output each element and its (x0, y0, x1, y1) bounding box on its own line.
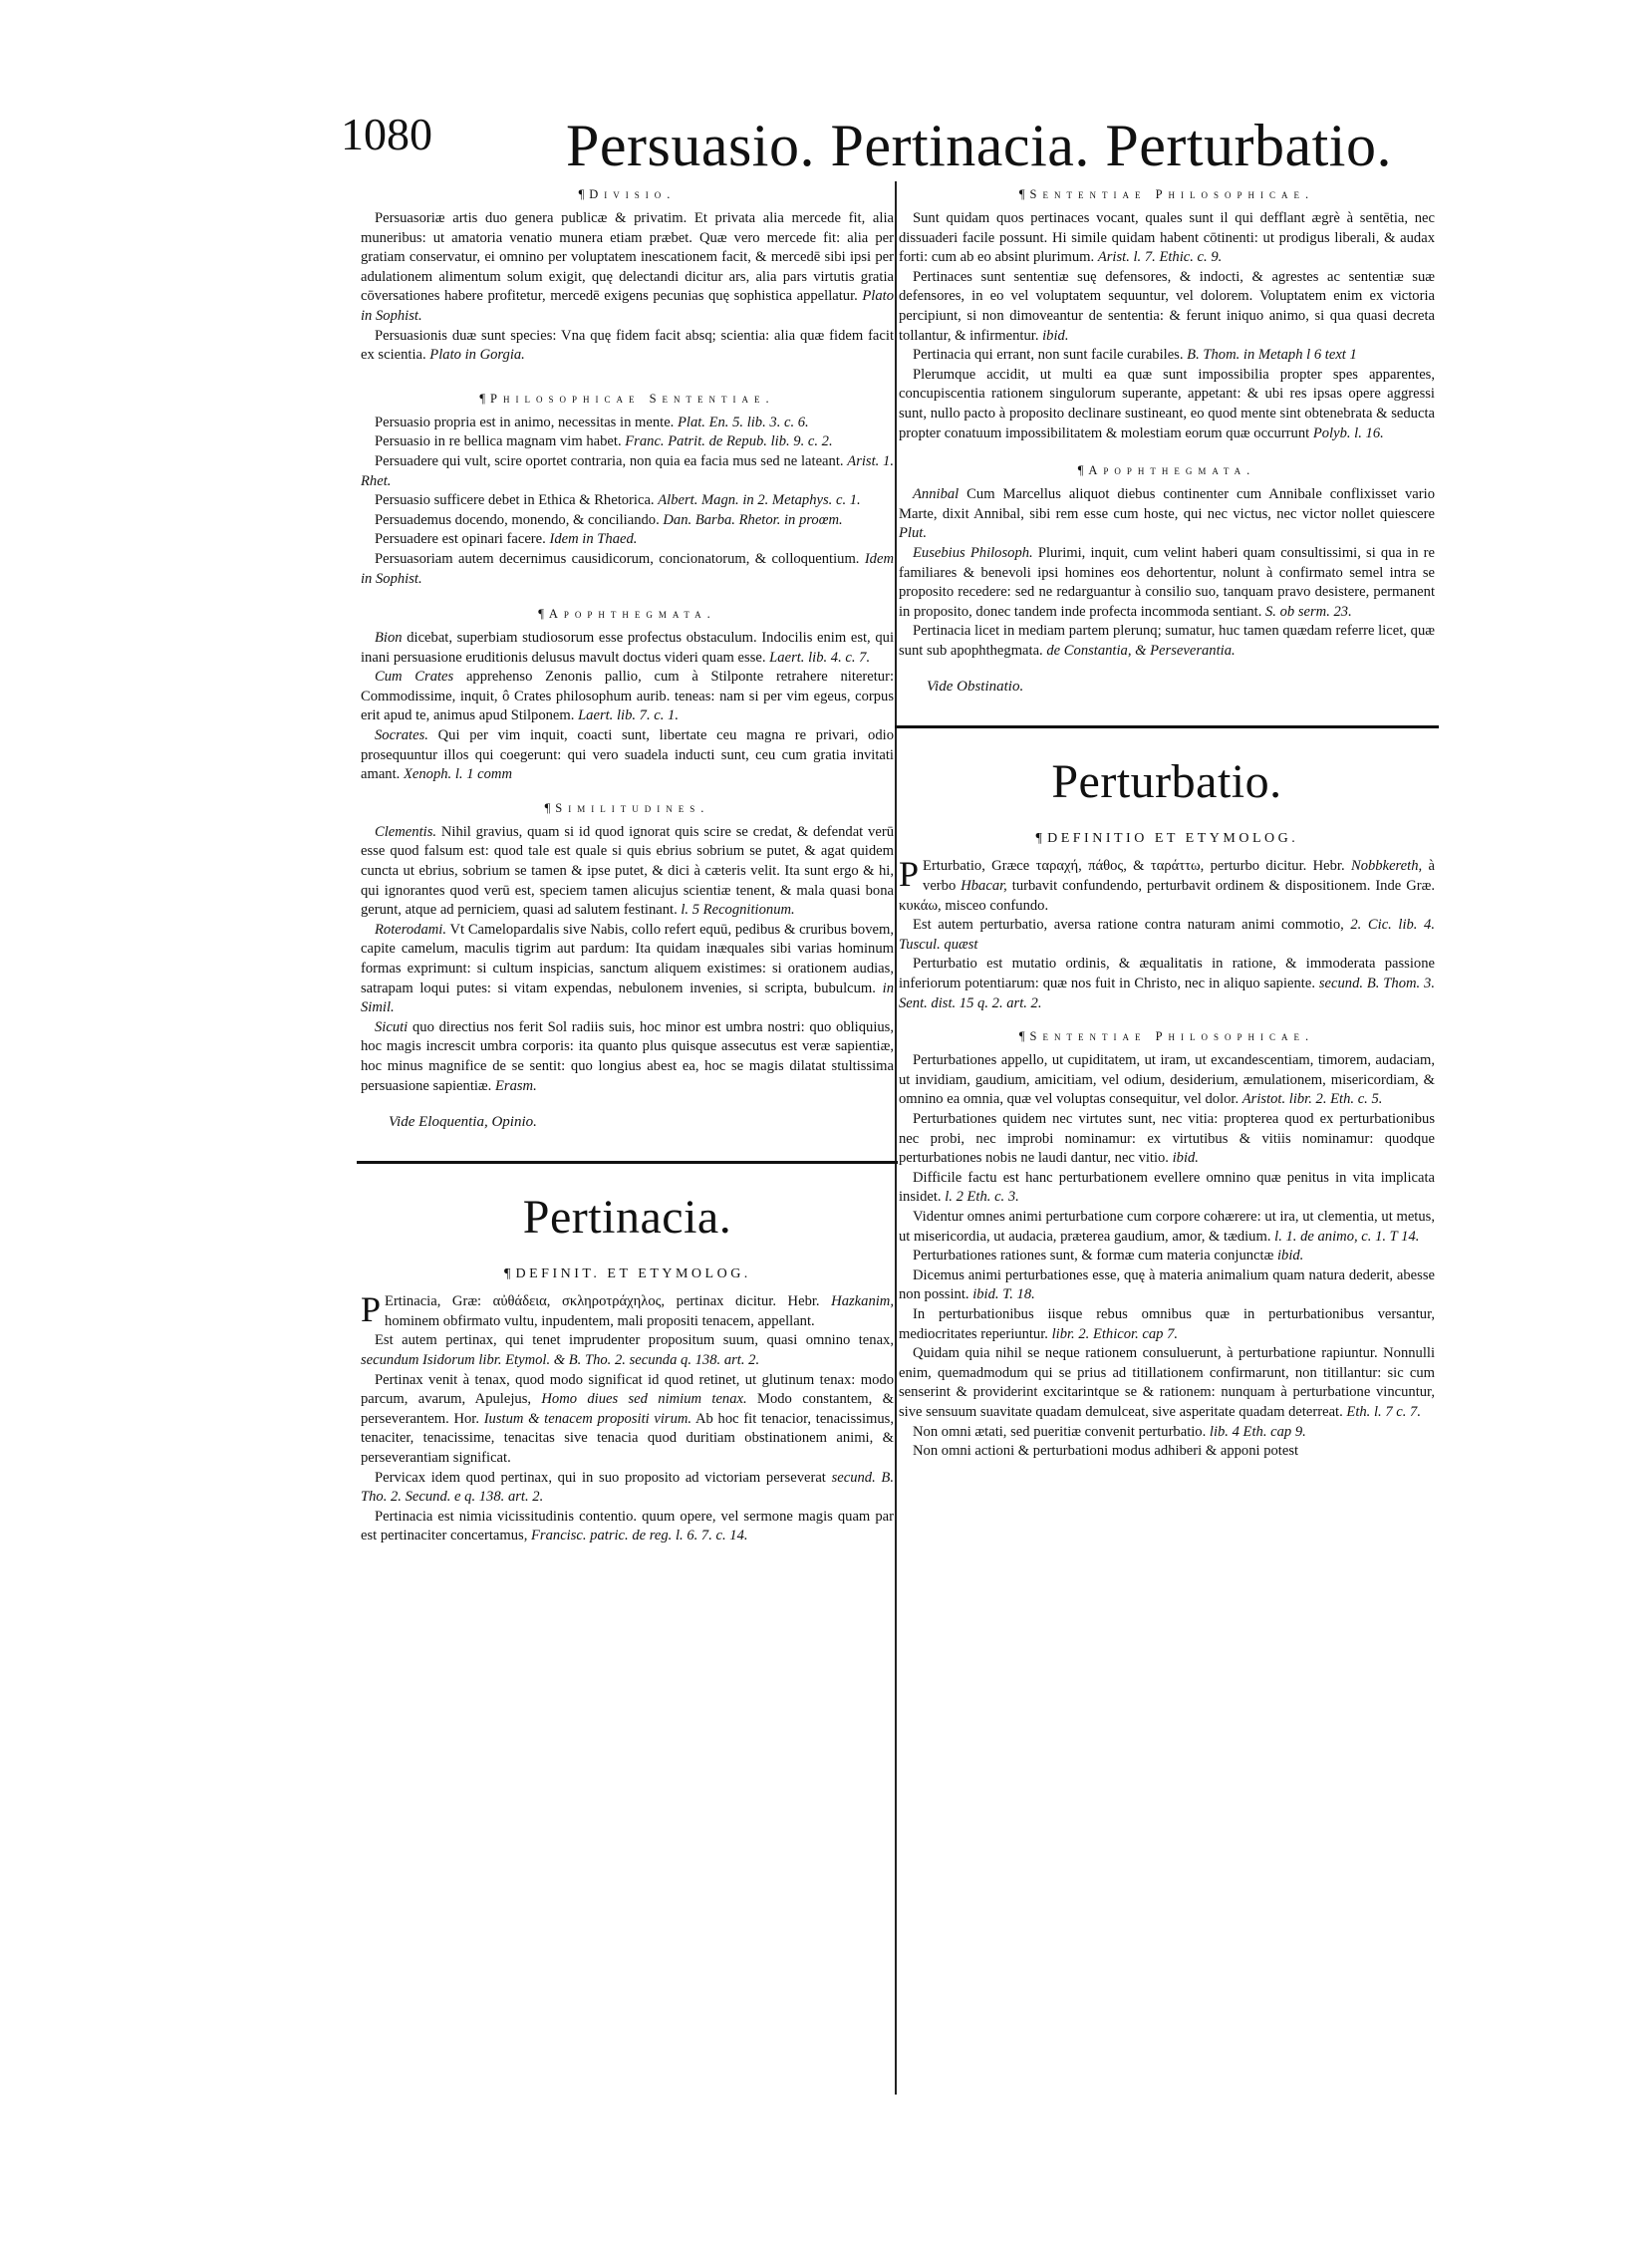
paragraph-text: Non omni actioni & perturbationi modus adhiberi & apponi potest (913, 1443, 1299, 1460)
paragraph-text: Pervicax idem quod pertinax, qui in suo proposito ad victoriam perseverat (375, 1469, 832, 1486)
paragraph (899, 1266, 1435, 1305)
paragraph-text: Erturbatio, Græce ταραχή, πάθος, & ταράττω, perturbo dicitur. Hebr. (923, 858, 1351, 875)
paragraph-text: Ab hoc fit tenacior, tenacissimus, tenaciter, tenacissime, tenacitas sive tenacia quod duritiam obstinationem animi, & perseverantiam significat. (361, 1410, 894, 1466)
section-heading-text: Sententiae Philosophicae. (1029, 187, 1315, 201)
paragraph (361, 1371, 894, 1469)
paragraph-text: Dicemus animi perturbationes esse, quę à materia animalium quam natura dederit, abesse non possint. (899, 1266, 1435, 1303)
lead-name: Hazkanim, (831, 1293, 894, 1310)
lead-name: Nobbkereth, (1350, 858, 1423, 875)
paragraph (361, 209, 894, 327)
pilcrow-icon: ¶ (538, 607, 544, 622)
section-heading (899, 831, 1435, 847)
paragraph (899, 1305, 1435, 1344)
paragraph (899, 209, 1435, 268)
paragraph-text: Persuasionis duæ sunt species: Vna quę fidem facit absq; scientia: alia quæ fidem facit ex scientia. (361, 327, 894, 364)
citation: Laert. lib. 4. c. 7. (769, 649, 871, 666)
section-heading (899, 187, 1435, 202)
lead-name: Sicuti (375, 1018, 409, 1035)
spacer (899, 1013, 1435, 1023)
paragraph-text: Est autem pertinax, qui tenet imprudenter propositum suum, quasi omnino tenax, (375, 1332, 894, 1349)
paragraph (361, 530, 894, 550)
citation: Homo diues sed nimium tenax. (541, 1391, 747, 1408)
citation: l. 2 Eth. c. 3. (945, 1189, 1019, 1206)
paragraph (361, 452, 894, 491)
paragraph (361, 432, 894, 452)
paragraph (899, 544, 1435, 622)
paragraph-text: Perturbationes quidem nec virtutes sunt, nec vitia: propterea quod ex perturbationibus nec probi, nec improbi nominamur: ex virtutibus & vitiis nominamur: quodque perturbationes nobis ne laudi dantur, nec vitio. (899, 1111, 1435, 1167)
paragraph-text: apprehenso Zenonis pallio, cum à Stilponte retrahere niteretur: Commodissime, inquit, ô Crates philosophum aurib. teneas: nam si per vim egeus, corpus erit apud te, animus apud Stilponem. (361, 669, 894, 724)
section-heading (361, 187, 894, 202)
page-number: 1080 (341, 109, 432, 159)
section-heading (361, 801, 894, 816)
paragraph (899, 268, 1435, 346)
spacer (361, 785, 894, 795)
citation: 2. Cic. lib. 4. Tuscul. quæst (899, 917, 1435, 953)
paragraph (899, 1110, 1435, 1169)
paragraph-text: Persuasoriam autem decernimus causidicorum, concionatorum, & colloquentium. (375, 550, 865, 567)
spacer (361, 589, 894, 601)
citation: Xenoph. l. 1 comm (403, 766, 512, 783)
citation: lib. 4 Eth. cap 9. (1209, 1423, 1306, 1440)
drop-initial: P (361, 1289, 382, 1330)
paragraph-text: Pertinacia qui errant, non sunt facile curabiles. (913, 347, 1188, 364)
column-rule (895, 181, 897, 2095)
paragraph (361, 668, 894, 726)
section-heading (899, 463, 1435, 478)
citation: l. 1. de animo, c. 1. T 14. (1274, 1228, 1420, 1245)
section-heading-text: Similitudines. (555, 800, 710, 815)
paragraph-text: Nihil gravius, quam si id quod ignorat quis scire se credat, & defendat verū esse quod falsum est: quod tale est quale si quis ebrius sobrium se putet, & agat quidem cuncta ut ebrius, sobrium se tamen & ipse putet, & dici à cæteris velit. Ita sunt ergo & hi, qui ignorantes quod verū est, speciem tamen alicujus scientiæ tenent, & mala quasi bona gerunt, atque ad perniciem, quasi ad salutem festinant. (361, 823, 894, 919)
paragraph-text: à verbo (923, 858, 1435, 895)
citation: secund. B. Tho. 2. Secund. e q. 138. art. 2. (361, 1469, 894, 1506)
paragraph (361, 1018, 894, 1096)
citation: ibid. (1172, 1150, 1199, 1167)
paragraph (361, 823, 894, 921)
spacer (361, 366, 894, 386)
paragraph-text: Persuasio in re bellica magnam vim habet. (375, 433, 626, 450)
citation: Arist. l. 7. Ethic. c. 9. (1097, 249, 1223, 266)
section-heading-text: Philosophicae Sententiae. (490, 391, 775, 406)
paragraph (361, 921, 894, 1018)
section-heading-text: Apophthegmata. (548, 607, 716, 622)
citation: Plat. En. 5. lib. 3. c. 6. (677, 414, 809, 430)
paragraph (899, 346, 1435, 366)
paragraph (361, 550, 894, 589)
citation: de Constantia, & Perseverantia. (1046, 642, 1236, 659)
vide-reference: Vide Eloquentia, Opinio. (389, 1114, 537, 1131)
paragraph (899, 1169, 1435, 1208)
paragraph-text: Videntur omnes animi perturbatione cum corpore cohærere: ut ira, ut clementia, ut metus, ut misericordia, ut audacia, præterea gaudium, amor, & tædium. (899, 1208, 1435, 1245)
paragraph-text: hominem obfirmato vultu, inpudentem, mali propositi tenacem, appellant. (385, 1312, 815, 1329)
paragraph (899, 854, 1435, 916)
citation: Laert. lib. 7. c. 1. (578, 707, 680, 724)
drop-initial: P (899, 854, 920, 895)
citation: Polyb. l. 16. (1312, 424, 1384, 441)
paragraph (899, 1423, 1435, 1443)
section-heading (361, 392, 894, 407)
citation: Idem in Thaed. (549, 531, 638, 548)
paragraph-text: Qui per vim inquit, coacti sunt, libertate ceu magna re privari, odio prosequuntur illos qui coegerunt: qui vero suadela inducti sunt, ceu cum gratia invitati amant. (361, 727, 894, 783)
paragraph (899, 485, 1435, 544)
left-column (361, 181, 894, 1546)
paragraph (899, 955, 1435, 1013)
citation: in Simil. (361, 980, 894, 1016)
paragraph-text: Perturbationes rationes sunt, & formæ cum materia conjunctæ (913, 1248, 1277, 1264)
citation: Eth. l. 7 c. 7. (1346, 1403, 1421, 1420)
paragraph-text: Plurimi, inquit, cum velint haberi quam consultissimi, si qua in re familiares & benevoli ipsi homines eos dehortentur, nolunt à confirmato semel intra se proposito recedere: sed ne redarguantur à consilio suo, tanquam pravo desistere, permanent in proposito, donec tandem inde profecta incommoda sentiant. (899, 544, 1435, 620)
section-heading-text: Apophthegmata. (1088, 463, 1256, 478)
section-divider (357, 1161, 898, 1164)
paragraph-text: Vt Camelopardalis sive Nabis, collo refert equū, pedibus & cruribus bovem, capite camelum, maculis tigrim aut pardum: Ita quidam inæquales sibi varias hominum formas exprimunt: si cultum inspicias, sanctum aliquem existimes: si orationem audias, satrapam loqui putes: si vitam expendas, nebulonem invenies, si scripta, bubulcum. (361, 921, 894, 996)
paragraph (361, 414, 894, 433)
citation: S. ob serm. 23. (1265, 603, 1352, 620)
lead-name: Bion (375, 630, 403, 647)
paragraph (361, 491, 894, 511)
citation: B. Thom. in Metaph l 6 text 1 (1187, 347, 1357, 364)
pilcrow-icon: ¶ (578, 187, 585, 201)
paragraph (361, 1469, 894, 1508)
citation: Francisc. patric. de reg. l. 6. 7. c. 14. (531, 1528, 748, 1544)
citation: ibid. (1042, 327, 1069, 344)
paragraph (361, 1508, 894, 1546)
paragraph (361, 1289, 894, 1331)
running-head: Persuasio. Pertinacia. Perturbatio. (566, 113, 1392, 178)
citation: secund. B. Thom. 3. Sent. dist. 15 q. 2. art. 2. (899, 976, 1436, 1011)
pilcrow-icon: ¶ (1034, 831, 1043, 847)
section-heading (899, 1029, 1435, 1044)
lead-name: Socrates. (375, 727, 428, 744)
paragraph-text: Difficile factu est hanc perturbationem evellere omnino quæ penitus in vita implicata insidet. (899, 1169, 1435, 1206)
section-heading-text: Sententiae Philosophicae. (1029, 1029, 1315, 1044)
citation: Plato in Gorgia. (429, 347, 525, 364)
lead-name: Annibal (913, 486, 960, 503)
paragraph (361, 1331, 894, 1370)
paragraph-text: Plerumque accidit, ut multi ea quæ sunt impossibilia propter spes apparentes, concupiscentia rationem singulorum superante, appetant: & ubi res ipsas opere aggressi sunt, nullo pacto à proposito declinare sustineant, eo quod mente sint obtenebrata & seducta propter conatuum impossibilitatem & molestiam eorum quæ occurrunt (899, 366, 1435, 441)
citation: Dan. Barba. Rhetor. in proœm. (663, 511, 843, 528)
paragraph-text: Cum Marcellus aliquot diebus continenter cum Annibale conflixisset vario Marte, dixit Annibal, sibi rem esse cum hoste, qui nec victus, nec victor nollet quiescere (899, 486, 1435, 522)
pilcrow-icon: ¶ (544, 800, 551, 815)
lead-name: Eusebius Philosoph. (913, 544, 1033, 561)
right-column (899, 181, 1435, 1462)
citation: Plato in Sophist. (361, 288, 894, 324)
citation: Arist. 1. Rhet. (361, 452, 895, 489)
paragraph-text: Modo constantem, & perseverantem. Hor. (361, 1391, 894, 1427)
paragraph-text: Est autem perturbatio, aversa ratione contra naturam animi commotio, (913, 917, 1351, 934)
paragraph-text: Perturbatio est mutatio ordinis, & æqualitatis in ratione, & immoderata passione inferiorum potentiarum: quæ nos fuit in Christo, nec in aliquo sapiente. (899, 956, 1435, 992)
citation: Albert. Magn. in 2. Metaphys. c. 1. (658, 492, 861, 509)
pilcrow-icon: ¶ (479, 391, 486, 406)
citation: ibid. (1276, 1248, 1304, 1264)
paragraph (361, 327, 894, 366)
citation: secundum Isidorum libr. Etymol. & B. Tho. 2. secunda q. 138. art. 2. (361, 1351, 760, 1368)
pilcrow-icon: ¶ (1077, 463, 1084, 478)
paragraph (899, 366, 1435, 443)
lead-name: Cum Crates (375, 669, 454, 686)
paragraph-text: Persuasio propria est in animo, necessitas in mente. (375, 414, 678, 430)
paragraph-text: Persuadere qui vult, scire oportet contraria, non quia ea facia mus sed ne lateant. (375, 452, 848, 469)
paragraph (899, 1208, 1435, 1247)
paragraph-text: Non omni ætati, sed pueritiæ convenit perturbatio. (913, 1423, 1210, 1440)
paragraph (899, 1247, 1435, 1266)
citation: Aristot. libr. 2. Eth. c. 5. (1241, 1091, 1383, 1108)
paragraph (361, 629, 894, 668)
paragraph-text: Pertinax venit à tenax, quod modo significat id quod retinet, ut glutinum tenax: modo parcum, avarum, Apulejus, (361, 1371, 894, 1408)
paragraph-text: Quidam quia nihil se neque rationem consuluerunt, à perturbatione rapiuntur. Nonnulli enim, quemadmodum qui se prius ad titillationem confirmarunt, non titillantur: sic cum senserint & providerint excitarintque se & rationem: nunquam à perturbatione vincuntur, sive sensuum suavitate quadam demulceat, sive asperitate quadam deterreat. (899, 1345, 1435, 1420)
paragraph-text: Persuasio sufficere debet in Ethica & Rhetorica. (375, 492, 659, 509)
citation: l. 5 Recognitionum. (681, 902, 795, 919)
citation: Franc. Patrit. de Repub. lib. 9. c. 2. (625, 433, 833, 450)
lead-name: Clementis. (375, 823, 437, 840)
citation: Plut. (899, 525, 927, 542)
paragraph-text: In perturbationibus iisque rebus omnibus quæ in perturbationibus versantur, mediocritates reperiuntur. (899, 1305, 1435, 1342)
lead-name: Roterodami. (375, 921, 447, 938)
section-heading (361, 1266, 894, 1282)
paragraph (361, 726, 894, 785)
pilcrow-icon: ¶ (1018, 1029, 1025, 1044)
citation: Hbacar, (961, 878, 1007, 895)
section-heading-text: Divisio. (589, 187, 677, 201)
paragraph-text: turbavit confundendo, perturbavit ordinem & dispositionem. Inde Græ. κυκάω, misceo confundo. (899, 878, 1435, 914)
citation: ibid. T. 18. (972, 1286, 1035, 1303)
section-heading-text: DEFINITIO ET ETYMOLOG. (1047, 831, 1299, 847)
section-title-pertinacia: Pertinacia. (522, 1191, 732, 1245)
paragraph (899, 622, 1435, 661)
citation: Idem in Sophist. (361, 550, 894, 587)
paragraph (361, 511, 894, 531)
section-title-perturbatio: Perturbatio. (1051, 755, 1282, 809)
paragraph-text: Ertinacia, Græ: αὐθάδεια, σκληροτράχηλος, pertinax dicitur. Hebr. (385, 1293, 832, 1310)
spacer (899, 443, 1435, 457)
paragraph-text: quo directius nos ferit Sol radiis suis, hoc minor est umbra nostri: quo obliquius, hoc magis increscit umbra corporis: ita quanto plus quisque assecutus est veræ sapientiæ, hoc minus magnifice de se sentit: quo longius abest ea, hoc se magis dilatat stultissima persuasione sapientiæ. (361, 1018, 894, 1094)
paragraph-text: Persuademus docendo, monendo, & conciliando. (375, 511, 664, 528)
paragraph-text: Persuasoriæ artis duo genera publicæ & privatim. Et privata alia mercede fit, alia muneribus: ut amatoria venatio munera etiam præbet. Quæ vero mercede fit: alia per gratiam conservatur, ei omnino per voluptatem inescationem facit, & mercedē sibi ipsi per adulationem alimentum solum exigit, quę delectandi dicitur ars, alia pars virtutis gratia cōversationes habere profitetur, mercedē exigens pecunias quę sophistica appellatur. (361, 210, 894, 305)
paragraph (899, 916, 1435, 955)
paragraph-text: Persuadere est opinari facere. (375, 531, 550, 548)
paragraph-text: Pertinacia est nimia vicissitudinis contentio. quum opere, vel sermone magis quam par est pertinaciter concertamus, (361, 1508, 894, 1544)
paragraph-text: Sunt quidam quos pertinaces vocant, quales sunt il qui defflant ægrè à sentētia, nec dissuaderi facile possunt. Hi simile quidam habent cōtinenti: ut prodigus liberali, & audax forti: cum ab eo absint plurimum. (899, 210, 1435, 266)
section-divider (895, 725, 1439, 728)
paragraph-text: Pertinaces sunt sententiæ suę defensores, & indocti, & agrestes ac sententiæ suæ defensores, in eo vel voluptatem sequuntur, vel dolorem. Voluptatem enim ex victoria percipiunt, si non dimoveantur de sententia: & ferunt iniquo animo, si qua quasi decreta tollantur, & infirmentur. (899, 268, 1435, 344)
pilcrow-icon: ¶ (1018, 187, 1025, 201)
paragraph (899, 1442, 1435, 1462)
paragraph-text: Pertinacia licet in mediam partem plerunq; sumatur, huc tamen quædam referre licet, quæ sunt sub apophthegmata. (899, 623, 1435, 659)
paragraph-text: dicebat, superbiam studiosorum esse profectus obstaculum. Indocilis enim est, qui inani persuasione eruditionis delusus mavult doctus videri quam esse. (361, 630, 894, 666)
citation: libr. 2. Ethicor. cap 7. (1051, 1325, 1179, 1342)
pilcrow-icon: ¶ (503, 1266, 511, 1282)
vide-reference: Vide Obstinatio. (927, 679, 1024, 696)
citation: Erasm. (494, 1077, 537, 1094)
paragraph (899, 1344, 1435, 1422)
citation: Iustum & tenacem propositi virum. (483, 1410, 692, 1427)
section-heading (361, 607, 894, 622)
paragraph (899, 1051, 1435, 1110)
section-heading-text: DEFINIT. ET ETYMOLOG. (515, 1266, 751, 1282)
paragraph-text: Perturbationes appello, ut cupiditatem, ut iram, ut excandescentiam, timorem, audaciam, ut invidiam, gaudium, amicitiam, vel odium, desiderium, æmulationem, misericordiam, & omnino ea omnia, quæ vel voluptas consequitur, vel dolor. (899, 1052, 1435, 1108)
